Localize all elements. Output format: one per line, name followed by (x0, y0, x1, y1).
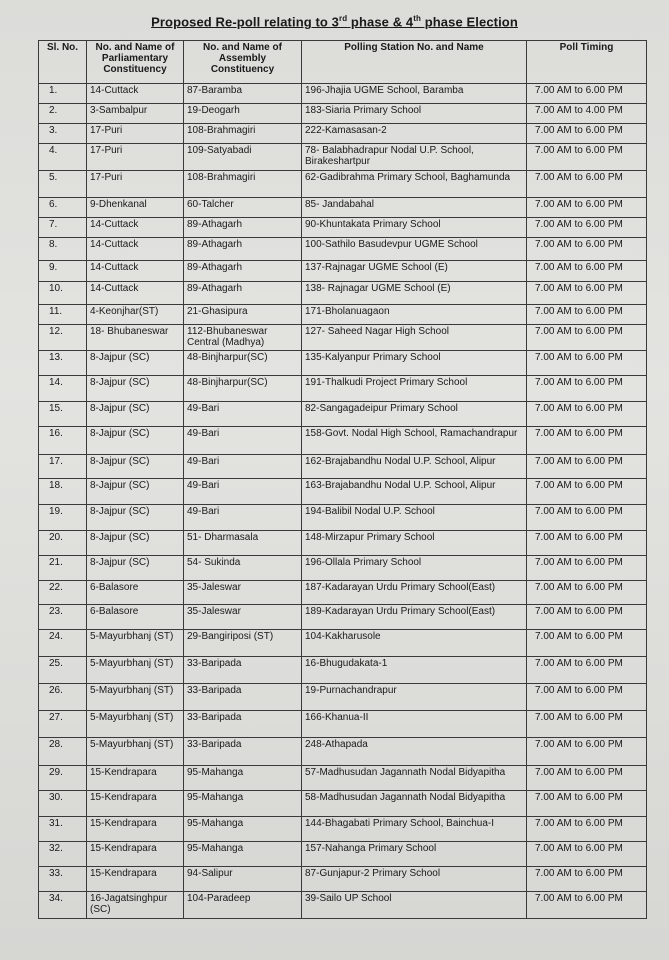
cell-assembly-constituency: 33-Baripada (184, 711, 302, 738)
cell-poll-timing: 7.00 AM to 6.00 PM (527, 531, 647, 556)
cell-poll-timing: 7.00 AM to 6.00 PM (527, 124, 647, 144)
cell-sl-no: 13. (39, 351, 87, 376)
cell-parliamentary-constituency: 18- Bhubaneswar (87, 325, 184, 351)
cell-polling-station: 222-Kamasasan-2 (302, 124, 527, 144)
cell-parliamentary-constituency: 9-Dhenkanal (87, 198, 184, 218)
cell-sl-no: 9. (39, 261, 87, 282)
cell-sl-no: 22. (39, 581, 87, 605)
cell-sl-no: 5. (39, 171, 87, 198)
table-body (39, 84, 647, 919)
cell-sl-no: 24. (39, 630, 87, 657)
table-row (39, 817, 647, 842)
table-row (39, 505, 647, 531)
table-row (39, 479, 647, 505)
cell-poll-timing: 7.00 AM to 4.00 PM (527, 104, 647, 124)
cell-sl-no: 14. (39, 376, 87, 402)
cell-sl-no: 21. (39, 556, 87, 581)
cell-polling-station: 158-Govt. Nodal High School, Ramachandrapur (302, 427, 527, 455)
cell-assembly-constituency: 33-Baripada (184, 738, 302, 766)
cell-polling-station: 127- Saheed Nagar High School (302, 325, 527, 351)
cell-poll-timing: 7.00 AM to 6.00 PM (527, 581, 647, 605)
table-row (39, 238, 647, 261)
cell-poll-timing: 7.00 AM to 6.00 PM (527, 402, 647, 427)
cell-sl-no: 23. (39, 605, 87, 630)
header-sl-no: Sl. No. (39, 41, 87, 84)
table-row (39, 84, 647, 104)
cell-poll-timing: 7.00 AM to 6.00 PM (527, 305, 647, 325)
cell-assembly-constituency: 87-Baramba (184, 84, 302, 104)
cell-polling-station: 82-Sangagadeipur Primary School (302, 402, 527, 427)
cell-polling-station: 162-Brajabandhu Nodal U.P. School, Alipur (302, 455, 527, 479)
cell-poll-timing: 7.00 AM to 6.00 PM (527, 738, 647, 766)
cell-sl-no: 18. (39, 479, 87, 505)
table-row (39, 766, 647, 791)
cell-poll-timing: 7.00 AM to 6.00 PM (527, 556, 647, 581)
cell-polling-station: 62-Gadibrahma Primary School, Baghamunda (302, 171, 527, 198)
cell-parliamentary-constituency: 8-Jajpur (SC) (87, 402, 184, 427)
table-row (39, 376, 647, 402)
cell-parliamentary-constituency: 8-Jajpur (SC) (87, 376, 184, 402)
cell-parliamentary-constituency: 3-Sambalpur (87, 104, 184, 124)
cell-polling-station: 135-Kalyanpur Primary School (302, 351, 527, 376)
cell-assembly-constituency: 108-Brahmagiri (184, 171, 302, 198)
header-polling-station: Polling Station No. and Name (302, 41, 527, 84)
table-row (39, 351, 647, 376)
cell-polling-station: 163-Brajabandhu Nodal U.P. School, Alipur (302, 479, 527, 505)
cell-assembly-constituency: 89-Athagarh (184, 218, 302, 238)
cell-assembly-constituency: 29-Bangiriposi (ST) (184, 630, 302, 657)
table-row (39, 104, 647, 124)
cell-sl-no: 26. (39, 684, 87, 711)
cell-sl-no: 33. (39, 867, 87, 892)
cell-poll-timing: 7.00 AM to 6.00 PM (527, 351, 647, 376)
cell-sl-no: 31. (39, 817, 87, 842)
cell-sl-no: 8. (39, 238, 87, 261)
table-row (39, 531, 647, 556)
cell-polling-station: 16-Bhugudakata-1 (302, 657, 527, 684)
cell-polling-station: 194-Balibil Nodal U.P. School (302, 505, 527, 531)
cell-polling-station: 183-Siaria Primary School (302, 104, 527, 124)
table-row (39, 144, 647, 171)
cell-poll-timing: 7.00 AM to 6.00 PM (527, 630, 647, 657)
cell-assembly-constituency: 48-Binjharpur(SC) (184, 351, 302, 376)
cell-polling-station: 57-Madhusudan Jagannath Nodal Bidyapitha (302, 766, 527, 791)
table-row (39, 124, 647, 144)
cell-parliamentary-constituency: 6-Balasore (87, 581, 184, 605)
cell-parliamentary-constituency: 14-Cuttack (87, 84, 184, 104)
cell-poll-timing: 7.00 AM to 6.00 PM (527, 657, 647, 684)
cell-parliamentary-constituency: 15-Kendrapara (87, 791, 184, 817)
cell-parliamentary-constituency: 8-Jajpur (SC) (87, 427, 184, 455)
cell-sl-no: 19. (39, 505, 87, 531)
cell-assembly-constituency: 49-Bari (184, 427, 302, 455)
table-row (39, 402, 647, 427)
cell-assembly-constituency: 49-Bari (184, 505, 302, 531)
cell-assembly-constituency: 19-Deogarh (184, 104, 302, 124)
table-row (39, 892, 647, 919)
cell-assembly-constituency: 95-Mahanga (184, 791, 302, 817)
cell-poll-timing: 7.00 AM to 6.00 PM (527, 198, 647, 218)
cell-poll-timing: 7.00 AM to 6.00 PM (527, 842, 647, 867)
cell-polling-station: 196-Ollala Primary School (302, 556, 527, 581)
cell-polling-station: 138- Rajnagar UGME School (E) (302, 282, 527, 305)
cell-parliamentary-constituency: 5-Mayurbhanj (ST) (87, 630, 184, 657)
cell-sl-no: 16. (39, 427, 87, 455)
cell-assembly-constituency: 33-Baripada (184, 657, 302, 684)
cell-assembly-constituency: 54- Sukinda (184, 556, 302, 581)
cell-parliamentary-constituency: 17-Puri (87, 144, 184, 171)
table-row (39, 791, 647, 817)
cell-assembly-constituency: 49-Bari (184, 479, 302, 505)
table-row (39, 684, 647, 711)
table-row (39, 427, 647, 455)
cell-poll-timing: 7.00 AM to 6.00 PM (527, 261, 647, 282)
cell-poll-timing: 7.00 AM to 6.00 PM (527, 817, 647, 842)
page-title: Proposed Re-poll relating to 3rd phase & 4th phase Election (151, 14, 518, 30)
cell-parliamentary-constituency: 15-Kendrapara (87, 817, 184, 842)
cell-sl-no: 34. (39, 892, 87, 919)
cell-sl-no: 7. (39, 218, 87, 238)
table-row (39, 198, 647, 218)
cell-poll-timing: 7.00 AM to 6.00 PM (527, 791, 647, 817)
cell-poll-timing: 7.00 AM to 6.00 PM (527, 711, 647, 738)
cell-poll-timing: 7.00 AM to 6.00 PM (527, 867, 647, 892)
cell-polling-station: 196-Jhajia UGME School, Baramba (302, 84, 527, 104)
cell-assembly-constituency: 95-Mahanga (184, 766, 302, 791)
cell-parliamentary-constituency: 6-Balasore (87, 605, 184, 630)
cell-parliamentary-constituency: 8-Jajpur (SC) (87, 479, 184, 505)
cell-assembly-constituency: 108-Brahmagiri (184, 124, 302, 144)
cell-parliamentary-constituency: 5-Mayurbhanj (ST) (87, 711, 184, 738)
cell-poll-timing: 7.00 AM to 6.00 PM (527, 505, 647, 531)
cell-polling-station: 100-Sathilo Basudevpur UGME School (302, 238, 527, 261)
cell-poll-timing: 7.00 AM to 6.00 PM (527, 892, 647, 919)
cell-polling-station: 87-Gunjapur-2 Primary School (302, 867, 527, 892)
cell-polling-station: 191-Thalkudi Project Primary School (302, 376, 527, 402)
cell-assembly-constituency: 109-Satyabadi (184, 144, 302, 171)
cell-assembly-constituency: 33-Baripada (184, 684, 302, 711)
cell-poll-timing: 7.00 AM to 6.00 PM (527, 455, 647, 479)
cell-sl-no: 27. (39, 711, 87, 738)
cell-polling-station: 78- Balabhadrapur Nodal U.P. School, Birakeshartpur (302, 144, 527, 171)
cell-polling-station: 148-Mirzapur Primary School (302, 531, 527, 556)
cell-poll-timing: 7.00 AM to 6.00 PM (527, 144, 647, 171)
cell-polling-station: 104-Kakharusole (302, 630, 527, 657)
cell-parliamentary-constituency: 14-Cuttack (87, 218, 184, 238)
table-row (39, 305, 647, 325)
cell-poll-timing: 7.00 AM to 6.00 PM (527, 427, 647, 455)
cell-poll-timing: 7.00 AM to 6.00 PM (527, 218, 647, 238)
cell-assembly-constituency: 49-Bari (184, 402, 302, 427)
cell-polling-station: 171-Bholanuagaon (302, 305, 527, 325)
cell-assembly-constituency: 112-Bhubaneswar Central (Madhya) (184, 325, 302, 351)
cell-sl-no: 29. (39, 766, 87, 791)
cell-parliamentary-constituency: 15-Kendrapara (87, 867, 184, 892)
cell-sl-no: 10. (39, 282, 87, 305)
cell-parliamentary-constituency: 8-Jajpur (SC) (87, 455, 184, 479)
cell-parliamentary-constituency: 8-Jajpur (SC) (87, 556, 184, 581)
cell-polling-station: 187-Kadarayan Urdu Primary School(East) (302, 581, 527, 605)
cell-poll-timing: 7.00 AM to 6.00 PM (527, 766, 647, 791)
cell-parliamentary-constituency: 17-Puri (87, 171, 184, 198)
cell-parliamentary-constituency: 14-Cuttack (87, 282, 184, 305)
cell-parliamentary-constituency: 8-Jajpur (SC) (87, 351, 184, 376)
table-row (39, 218, 647, 238)
table-row (39, 581, 647, 605)
cell-assembly-constituency: 60-Talcher (184, 198, 302, 218)
cell-polling-station: 157-Nahanga Primary School (302, 842, 527, 867)
cell-assembly-constituency: 94-Salipur (184, 867, 302, 892)
table-header-row (39, 41, 647, 84)
cell-sl-no: 12. (39, 325, 87, 351)
cell-polling-station: 248-Athapada (302, 738, 527, 766)
table-row (39, 711, 647, 738)
cell-assembly-constituency: 95-Mahanga (184, 817, 302, 842)
cell-assembly-constituency: 89-Athagarh (184, 261, 302, 282)
cell-parliamentary-constituency: 5-Mayurbhanj (ST) (87, 684, 184, 711)
cell-assembly-constituency: 89-Athagarh (184, 238, 302, 261)
table-row (39, 325, 647, 351)
table-row (39, 657, 647, 684)
cell-sl-no: 4. (39, 144, 87, 171)
cell-parliamentary-constituency: 15-Kendrapara (87, 842, 184, 867)
cell-polling-station: 189-Kadarayan Urdu Primary School(East) (302, 605, 527, 630)
cell-parliamentary-constituency: 4-Keonjhar(ST) (87, 305, 184, 325)
cell-polling-station: 85- Jandabahal (302, 198, 527, 218)
cell-poll-timing: 7.00 AM to 6.00 PM (527, 376, 647, 402)
cell-polling-station: 166-Khanua-II (302, 711, 527, 738)
cell-assembly-constituency: 49-Bari (184, 455, 302, 479)
cell-poll-timing: 7.00 AM to 6.00 PM (527, 325, 647, 351)
cell-assembly-constituency: 35-Jaleswar (184, 581, 302, 605)
cell-sl-no: 6. (39, 198, 87, 218)
table-row (39, 282, 647, 305)
cell-poll-timing: 7.00 AM to 6.00 PM (527, 84, 647, 104)
table-row (39, 261, 647, 282)
cell-polling-station: 19-Purnachandrapur (302, 684, 527, 711)
cell-poll-timing: 7.00 AM to 6.00 PM (527, 684, 647, 711)
cell-assembly-constituency: 89-Athagarh (184, 282, 302, 305)
header-assembly-constituency: No. and Name of Assembly Constituency (184, 41, 302, 84)
header-poll-timing: Poll Timing (527, 41, 647, 84)
cell-poll-timing: 7.00 AM to 6.00 PM (527, 605, 647, 630)
cell-assembly-constituency: 21-Ghasipura (184, 305, 302, 325)
cell-sl-no: 15. (39, 402, 87, 427)
cell-poll-timing: 7.00 AM to 6.00 PM (527, 479, 647, 505)
cell-assembly-constituency: 51- Dharmasala (184, 531, 302, 556)
cell-sl-no: 25. (39, 657, 87, 684)
cell-polling-station: 58-Madhusudan Jagannath Nodal Bidyapitha (302, 791, 527, 817)
cell-sl-no: 3. (39, 124, 87, 144)
header-parliamentary-constituency: No. and Name of Parliamentary Constituency (87, 41, 184, 84)
cell-assembly-constituency: 95-Mahanga (184, 842, 302, 867)
repoll-table (38, 40, 647, 919)
cell-poll-timing: 7.00 AM to 6.00 PM (527, 171, 647, 198)
cell-parliamentary-constituency: 17-Puri (87, 124, 184, 144)
table-row (39, 630, 647, 657)
table-row (39, 867, 647, 892)
cell-assembly-constituency: 104-Paradeep (184, 892, 302, 919)
cell-parliamentary-constituency: 5-Mayurbhanj (ST) (87, 738, 184, 766)
cell-poll-timing: 7.00 AM to 6.00 PM (527, 238, 647, 261)
cell-sl-no: 30. (39, 791, 87, 817)
cell-sl-no: 32. (39, 842, 87, 867)
table-row (39, 455, 647, 479)
cell-sl-no: 2. (39, 104, 87, 124)
cell-parliamentary-constituency: 14-Cuttack (87, 261, 184, 282)
cell-assembly-constituency: 35-Jaleswar (184, 605, 302, 630)
cell-sl-no: 17. (39, 455, 87, 479)
cell-parliamentary-constituency: 5-Mayurbhanj (ST) (87, 657, 184, 684)
cell-assembly-constituency: 48-Binjharpur(SC) (184, 376, 302, 402)
cell-polling-station: 144-Bhagabati Primary School, Bainchua-I (302, 817, 527, 842)
cell-sl-no: 28. (39, 738, 87, 766)
cell-parliamentary-constituency: 8-Jajpur (SC) (87, 531, 184, 556)
cell-polling-station: 39-Sailo UP School (302, 892, 527, 919)
cell-sl-no: 20. (39, 531, 87, 556)
cell-sl-no: 1. (39, 84, 87, 104)
cell-poll-timing: 7.00 AM to 6.00 PM (527, 282, 647, 305)
table-row (39, 842, 647, 867)
table-row (39, 556, 647, 581)
cell-parliamentary-constituency: 15-Kendrapara (87, 766, 184, 791)
table-row (39, 738, 647, 766)
cell-sl-no: 11. (39, 305, 87, 325)
cell-polling-station: 137-Rajnagar UGME School (E) (302, 261, 527, 282)
table-row (39, 171, 647, 198)
cell-polling-station: 90-Khuntakata Primary School (302, 218, 527, 238)
cell-parliamentary-constituency: 14-Cuttack (87, 238, 184, 261)
cell-parliamentary-constituency: 8-Jajpur (SC) (87, 505, 184, 531)
cell-parliamentary-constituency: 16-Jagatsinghpur (SC) (87, 892, 184, 919)
table-row (39, 605, 647, 630)
